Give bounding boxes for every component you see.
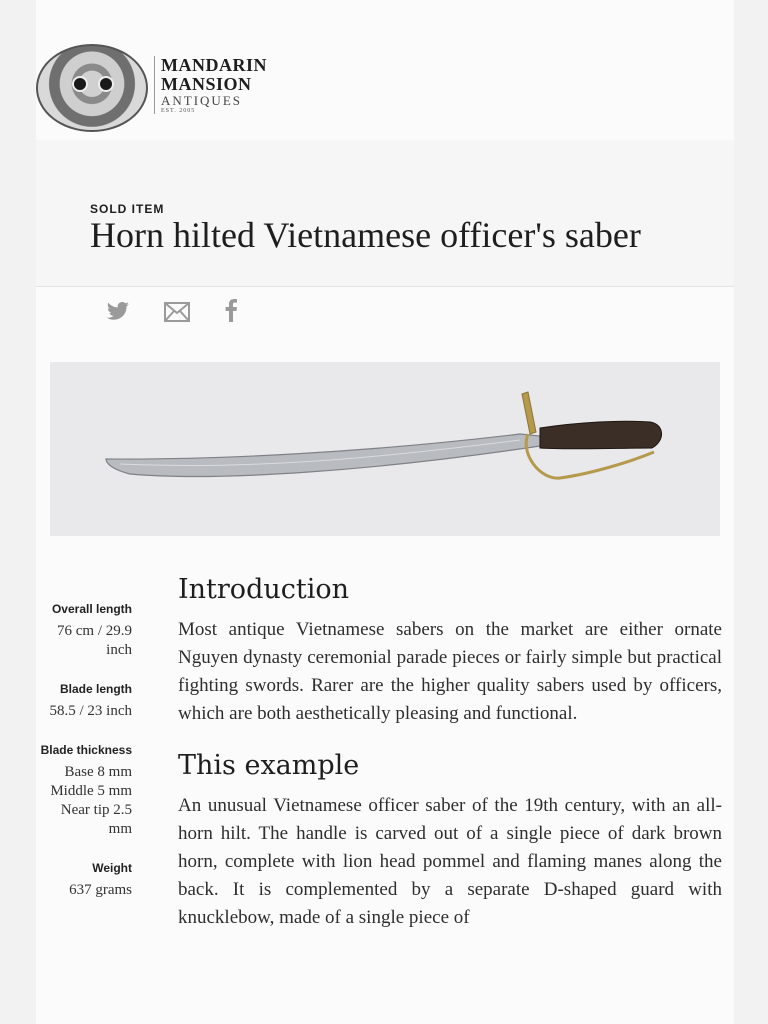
main-content <box>178 572 722 952</box>
saber-image <box>50 362 720 536</box>
brand-line-2: MANSION <box>161 74 252 94</box>
spec-value: Base 8 mm Middle 5 mm Near tip 2.5 mm <box>50 764 132 837</box>
spec-weight <box>36 861 132 900</box>
section-body: An unusual Vietnamese officer saber of the 19th century, with an all-horn hilt. The handle is carved out of a single piece of dark brown horn, complete with lion head pommel and flaming manes along the back. It is complemented by a separate D-shaped guard with knucklebow, made of a single piece of <box>178 795 722 928</box>
page <box>36 0 734 1024</box>
spec-value: 637 grams <box>69 882 132 898</box>
spec-label: Weight <box>92 861 132 875</box>
spec-overall-length <box>36 602 132 660</box>
section-body: Most antique Vietnamese sabers on the market are either ornate Nguyen dynasty ceremonial parade pieces or fairly simple but practical fighting swords. Rarer are the higher quality sabers used by officers, which are both aesthetically pleasing and functional. <box>178 619 722 724</box>
saber-photo[interactable] <box>50 362 720 536</box>
brand-established: EST. 2005 <box>161 108 196 114</box>
brand-line-1: MANDARIN <box>161 55 267 75</box>
page-title: Horn hilted Vietnamese officer's saber <box>90 215 641 255</box>
share-bar <box>106 298 268 326</box>
spec-blade-length <box>36 682 132 721</box>
lion-logo-icon[interactable] <box>36 44 148 132</box>
spec-value: 76 cm / 29.9 inch <box>57 623 132 658</box>
spec-label: Blade thickness <box>40 743 132 757</box>
section-heading: This example <box>178 750 360 781</box>
spec-value: 58.5 / 23 inch <box>49 703 132 719</box>
section-heading: Introduction <box>178 574 349 605</box>
brand-wordmark[interactable] <box>154 56 267 114</box>
spec-sidebar <box>36 602 132 922</box>
title-block <box>36 140 734 287</box>
sold-label: SOLD ITEM <box>90 202 165 216</box>
spec-label: Overall length <box>51 602 132 616</box>
facebook-icon[interactable] <box>224 298 238 330</box>
email-icon[interactable] <box>164 302 190 330</box>
spec-label: Blade length <box>59 682 132 696</box>
brand-line-3: ANTIQUES <box>161 93 242 108</box>
twitter-icon[interactable] <box>106 302 130 330</box>
spec-blade-thickness <box>36 743 132 839</box>
site-header <box>36 0 734 140</box>
lion-eyes <box>72 76 116 94</box>
